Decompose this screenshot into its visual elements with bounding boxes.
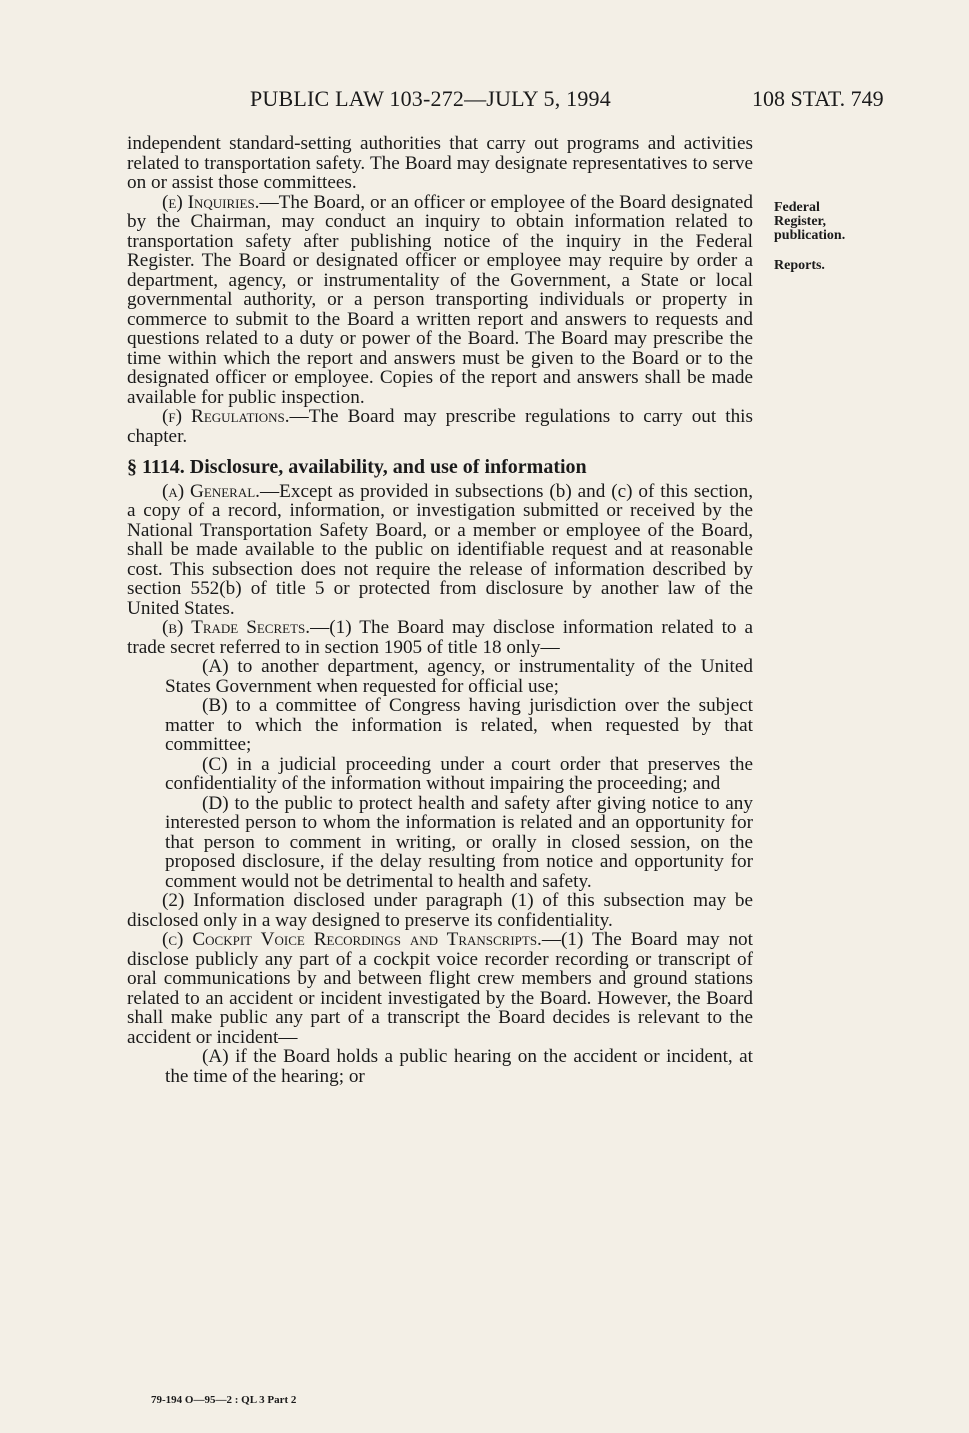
subsection-b-text: —(1) The Board may disclose information related to a trade secret referred to in section 1905 of title 18 only— (127, 617, 753, 658)
subsection-a-heading: (a) General. (162, 480, 260, 502)
clause-b-D: (D) to the public to protect health and safety after giving notice to any interested person to whom the information is related and an opportunity for that person to comment in writing, or orally in closed session, on the proposed disclosure, if the delay resulting from notice and opportunity for comment would not be detrimental to health and safety. (165, 792, 753, 892)
page-header-title: PUBLIC LAW 103-272—JULY 5, 1994 (250, 86, 611, 111)
subsection-c (127, 930, 753, 1047)
subsection-e-heading: (e) Inquiries. (162, 191, 260, 213)
subsection-b (127, 618, 753, 657)
subsection-b-heading: (b) Trade Secrets. (162, 617, 311, 638)
footer-print-code: 79-194 O—95—2 : QL 3 Part 2 (151, 1394, 297, 1406)
body-column (127, 134, 753, 1086)
page-header-stat: 108 STAT. 749 (752, 86, 884, 111)
paragraph-continued: independent standard-setting authorities that carry out programs and activities related to transportation safety. The Board may designate representatives to serve on or assist those committees. (127, 133, 753, 193)
margin-note-federal-register (774, 201, 845, 243)
subsection-c-text: —(1) The Board may not disclose publicly any part of a cockpit voice recorder recording or transcript of oral communications by and between flight crew members and ground stations related to an accident or incident investigated by the Board. However, the Board shall make public any part of a transcript the Board decides is relevant to the accident or incident— (127, 929, 753, 1048)
subsection-f-heading: (f) Regulations. (162, 406, 290, 427)
subsection-c-heading: (c) Cockpit Voice Recordings and Transcripts. (162, 929, 542, 950)
section-heading: § 1114. Disclosure, availability, and use of information (127, 456, 587, 478)
subsection-e-text: —The Board, or an officer or employee of the Board designated by the Chairman, may conduct an inquiry to obtain information related to transportation safety after publishing notice of the inquiry in the Federal Register. The Board or designated officer or employee may require by order a department, agency, or instrumentality of the Government, a State or local governmental authority, or a person transporting individuals or property in commerce to submit to the Board a written report and answers to requests and questions related to a duty or power of the Board. The Board may prescribe the time within which the report and answers must be given to the Board or to the designated officer or employee. Copies of the report and answers shall be made available for public inspection. (127, 191, 753, 408)
subsection-f-text: —The Board may prescribe regulations to carry out this chapter. (127, 406, 753, 447)
clause-b-B: (B) to a committee of Congress having jurisdiction over the subject matter to which the information is related, when requested by that committee; (165, 695, 753, 755)
margin-note-publication: publication. (774, 228, 846, 243)
paragraph-b-2: (2) Information disclosed under paragraph (1) of this subsection may be disclosed only in a way designed to preserve its confidentiality. (127, 890, 753, 931)
margin-note-register: Register, (774, 214, 826, 229)
margin-note-federal: Federal (774, 200, 820, 215)
subsection-a-text: —Except as provided in subsections (b) and (c) of this section, a copy of a record, information, or investigation submitted or received by the National Transportation Safety Board, or a member or employee of the Board, shall be made available to the public on identifiable request and at reasonable cost. This subsection does not require the release of information described by section 552(b) of title 5 or protected from disclosure by another law of the United States. (127, 480, 753, 619)
clause-c-A: (A) if the Board holds a public hearing on the accident or incident, at the time of the hearing; or (165, 1046, 753, 1087)
subsection-f (127, 407, 753, 446)
clause-b-A: (A) to another department, agency, or instrumentality of the United States Government when requested for official use; (165, 656, 753, 697)
subsection-a (127, 482, 753, 619)
clause-b-C: (C) in a judicial proceeding under a court order that preserves the confidentiality of the information without impairing the proceeding; and (165, 753, 753, 794)
margin-note-reports: Reports. (774, 258, 825, 273)
subsection-e (127, 193, 753, 408)
